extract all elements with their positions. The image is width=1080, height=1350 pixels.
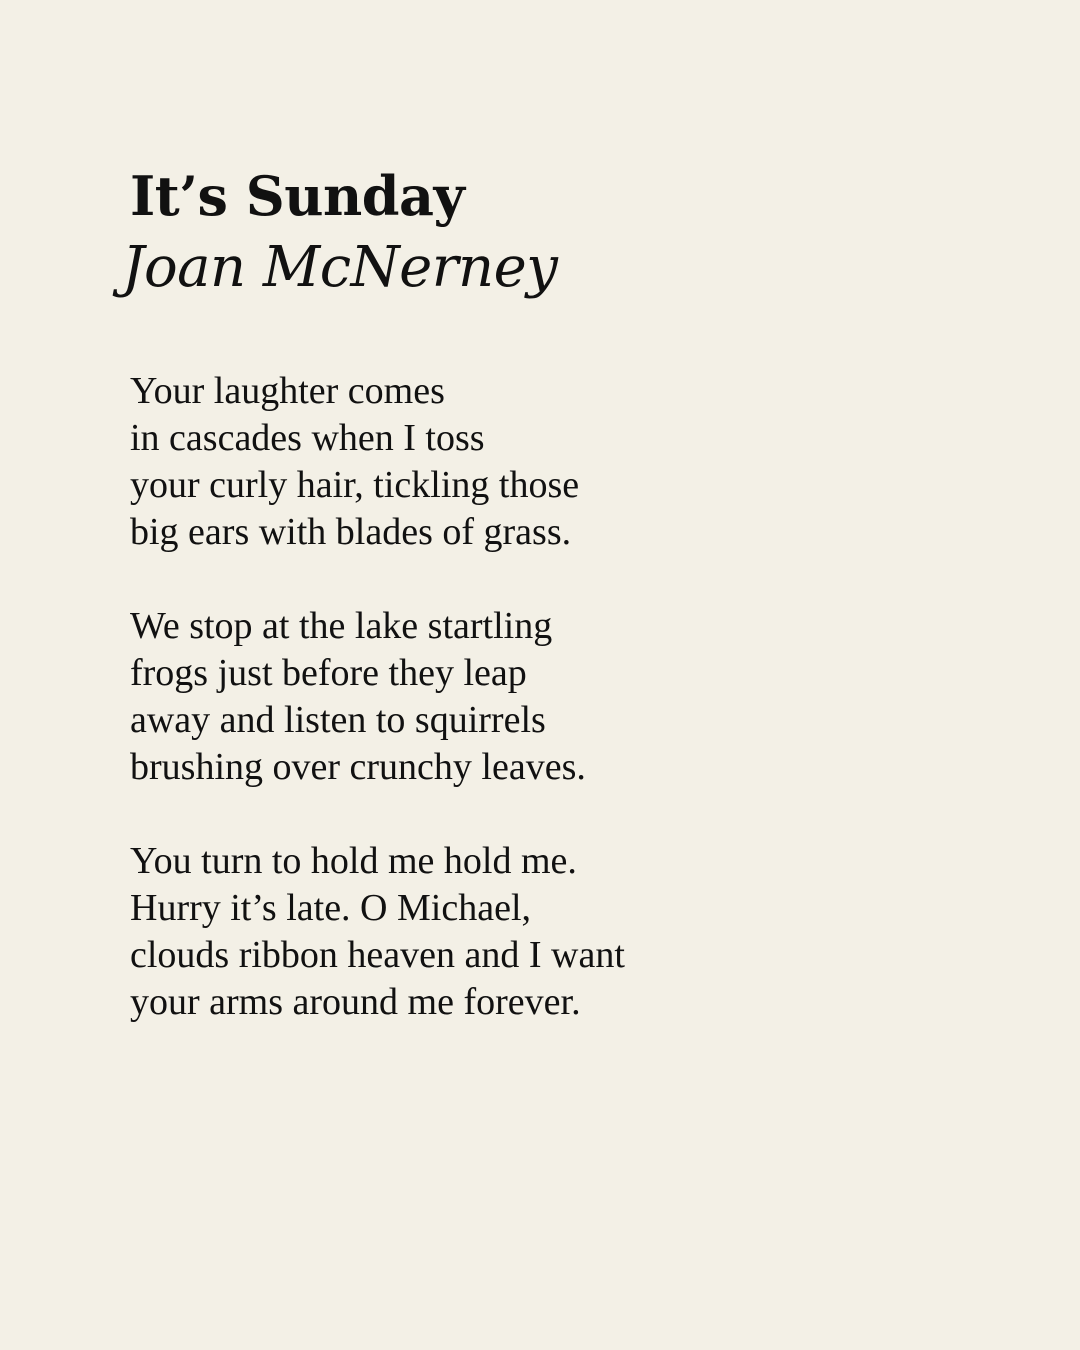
poem-line: Hurry it’s late. O Michael,	[130, 887, 532, 929]
poem-line: your arms around me forever.	[130, 981, 581, 1023]
poem-line: your curly hair, tickling those	[130, 464, 580, 506]
poem-line: big ears with blades of grass.	[130, 511, 572, 553]
poem-line: We stop at the lake startling	[130, 605, 553, 647]
poem-title: It’s Sunday	[130, 164, 465, 228]
stanza-2	[130, 603, 990, 791]
poem-line: in cascades when I toss	[130, 417, 485, 459]
poem-page	[122, 158, 990, 1073]
poem-line: brushing over crunchy leaves.	[130, 746, 586, 788]
stanza-3	[130, 838, 990, 1026]
stanza-1	[130, 368, 990, 556]
poem-line: away and listen to squirrels	[130, 699, 546, 741]
poem-line: You turn to hold me hold me.	[130, 840, 577, 882]
poem-line: Your laughter comes	[130, 370, 445, 412]
poem-author: Joan McNerney	[122, 235, 558, 300]
poem-body	[130, 368, 990, 1026]
poem-line: clouds ribbon heaven and I want	[130, 934, 625, 976]
poem-line: frogs just before they leap	[130, 652, 527, 694]
